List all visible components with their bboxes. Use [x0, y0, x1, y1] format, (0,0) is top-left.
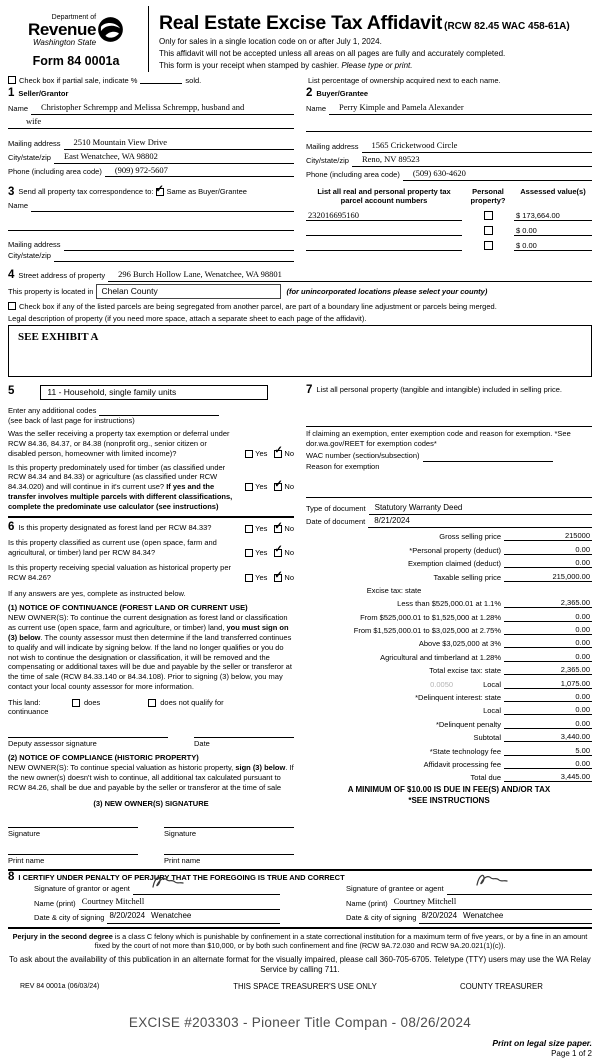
- personal-property-col-header: Personal property?: [470, 186, 506, 205]
- grantee-signature-field[interactable]: [447, 886, 592, 895]
- page-title: Real Estate Excise Tax Affidavit: [159, 12, 443, 34]
- grantee-signature-icon: [474, 872, 510, 892]
- notice-continuance-body: NEW OWNER(S): To continue the current designation as forest land or classification as current use (open space, farm and agriculture, or timber) land,: [8, 612, 288, 632]
- grantor-signature-label: Signature of grantor or agent: [34, 884, 130, 894]
- buyer-city-label: City/state/zip: [306, 155, 349, 165]
- minimum-due-note: A MINIMUM OF $10.00 IS DUE IN FEE(S) AND/OR TAX: [347, 785, 551, 795]
- grantee-name-print-label: Name (print): [346, 898, 388, 908]
- partial-sold-label: sold.: [185, 75, 202, 85]
- print-legal-note: Print on legal size paper.: [492, 1038, 592, 1049]
- header-note-2: This affidavit will not be accepted unless all areas on all pages are fully and accurately completed.: [159, 49, 506, 59]
- corr-city-label: City/state/zip: [8, 250, 51, 260]
- grantee-date-value: 8/20/2024: [421, 910, 458, 920]
- tier3-label: From $1,525,000.01 to $3,025,000 at 2.75%: [353, 626, 501, 636]
- new-owner-print-field-2[interactable]: [164, 845, 294, 855]
- sec1-title: Seller/Grantor: [18, 88, 69, 98]
- corr-name-label: Name: [8, 201, 29, 211]
- sec6-q2-no-checkbox[interactable]: ✓: [274, 544, 283, 556]
- sec6-q3-yes-checkbox[interactable]: [245, 574, 253, 582]
- sec8-number: 8: [8, 870, 15, 883]
- additional-codes-note: (see back of last page for instructions): [8, 416, 135, 426]
- form-header: [8, 6, 592, 72]
- grantee-city-value: Wenatchee: [463, 910, 504, 920]
- sec5-q2-bold-text: If yes and the transfer involves multiple parcels with different classifications, complete the predominate use calculator (see instructions): [8, 482, 233, 511]
- grantee-date-city-label: Date & city of signing: [346, 912, 417, 922]
- logo-state-text: Washington State: [33, 38, 97, 47]
- sec5-q2-no-checkbox[interactable]: ✓: [274, 478, 283, 490]
- corr-mailing-field[interactable]: [64, 242, 294, 251]
- parcel-number-field-3[interactable]: [306, 240, 462, 251]
- sec6-q3-no-checkbox[interactable]: ✓: [274, 569, 283, 581]
- grantor-name-print-label: Name (print): [34, 898, 76, 908]
- tier4-field[interactable]: 0.00: [504, 638, 592, 648]
- reet-affidavit-form: Department of Revenue Washington State Form 84 0001a Real Estate Excise Tax Affidavit (RCW 82.45 WAC 458-61A) Only for sales in a single location code on or after July 1, 2024. This affidavit will not be accepted unless all areas on all pages are fully and accurately completed. This form is your receipt when stamped by cashier. Please type or print. Check box if partial sale, indicate % sold. List percentage of ownership acquired next to each name. 1 Seller/Grantor Name Christopher Schrempp and Melissa Schrempp, husband and wife Mailing address 2510 Mountain View Drive City/state/zip East Wenatchee, WA 98802 Phone (including area code) (909) 972-5607 2 Buyer/Grantee Name Perry Kimple and Pamela Alexander Mailing address 1565 Cricketwood Circle City/state/zip Reno, NV 89523 Phone (including area code) (509) 630-4620 3 Send all property tax correspondence to: ✓ Same as Buyer/Grantee Name Mailing address City/state/zip List all real and personal property tax parcel account numbers Personal property? Assessed value(s) 232016695160 $ 173,664.00 $ 0.00 $ 0.00 4 Street address of property 296 Burch Hollow Lane, Wenatchee, WA 98801 This property is located in Chelan County (for unincorporated locations please select your county) Check box if any of the listed parcels are being segregated from another parcel, are part of a boundary line adjustment or parcels being merged. Legal description of property (if you need more space, attach a separate sheet to each page of the affidavit). SEE EXHIBIT A 5 11 - Household, single family units Enter any additional codes (see back of last page for instructions) Was the seller receiving a property tax exemption or deferral under RCW 84.36, 84.37, or 84.38 (nonprofit org., senior citizen or disabled person, homeowner with limited income)? Yes ✓ No Is this property predominately used for timber (as classified under RCW 84.34 and 84.33) or agriculture (as classified under RCW 84.34.020) and will continue in it's current use? If yes and the transfer involves multiple parcels with different classifications, complete the predominate use calculator (see instructions) Yes ✓ No 6 Is this property designated as forest land per RCW 84.33? Yes ✓ No Is this property classified as current use (open space, farm and agricultural, or timber) land per RCW 84.34? Yes ✓ No Is this property receiving special valuation as historical property per RCW 84.26? Yes ✓ No If any answers are yes, complete as instructed below. (1) NOTICE OF CONTINUANCE (FOREST LAND OR CURRENT USE) NEW OWNER(S): To continue the current designation as forest land or classification as current use (open space, farm and agriculture, or timber) land, you must sign on (3) below. The county assessor must then determine if the land transferred continues to qualify and will indicate by signing below. If the land no longer qualifies or you do not wish to continue the designation or classification, it will be removed and the compensating or additional taxes will be due and payable by the seller or transferor at the time of sale (RCW 84.33.140 or 84.34.108). Prior to signing (3) below, you may contact your local county assessor for more information. This land: does does not qualify for continuance Deputy assessor signature Date (2) NOTICE OF COMPLIANCE (HISTORIC PROPERTY) NEW OWNER(S): To continue special valuation as historic property, sign (3) below. If the new owner(s) doesn't wish to continue, all additional tax calculated pursuant to RCW 84.26, shall be due and payable by the seller or transferor at the time of sale (3) NEW OWNER(S) SIGNATURE Signature Signature Print name Print name 7 List all personal property (tangible and intangible) included in selling price. If claiming an exemption, enter exemption code and reason for exemption. *See dor.wa.gov/REET for exemption codes* WAC number (section/subsection) Reason for exemption Type of document Statutory Warranty Deed Date of document 8/21/2024 Gross selling price 215000 *Personal property (deduct) 0.00 Exemption claimed (deduct) 0.00 Taxable selling price 215,000.00 Excise tax: state Less than $525,000.01 at 1.1% 2,365.00 From $525,000.01 to $1,525,000 at 1.28% 0.00 From $1,525,000.01 to $3,025,000 at 2.75% 0.00 Above $3,025,000 at 3% 0.00 Agricultural and timberland at 1.28% 0.00 Total excise tax: state 2,365.00 0.0050 Local 1,075.00 *Delinquent interest: state 0.00 Local 0.00 *Delinquent penalty 0.00 Subtotal 3,440.00 *State technology fee 5.00 Affidavit processing fee 0.00 Total due 3,445.00 A MINIMUM OF $10.00 IS DUE IN FEE(S) AND/OR TAX *SEE INSTRUCTIONS 8 I CERTIFY UNDER PENALTY OF PERJURY THAT THE FOREGOING IS TRUE AND CORRECT Signature of grantor or agent Name (print) Courtney Mitchell Date & city of signing 8/20/2024 Wenatchee Signature of grantee or agent Name (print) Courtney Mitchell Date & city of signing 8/20/2024 Wenatchee Perjury in the second degree is a class C felony which is punishable by confinement in a state correctional institution for a maximum term of five years, or by a fine in an amount fixed by the court of not more than $10,000, or by both such confinement and fine (RCW 9A.72.030 and RCW 9A.20.021(1)(c)). To ask about the availability of this publication in an alternate format for the visually impaired, please call 360-705-6705. Teletype (TTY) users may use the WA Relay Service by calling 711. REV 84 0001a (06/03/24) THIS SPACE TREASURER'S USE ONLY COUNTY TREASURER EXCISE #203303 - Pioneer Title Compan - 08/26/2024 Print on legal size paper. Page 1 of 2: [0, 0, 600, 988]
- partial-percent-input[interactable]: [140, 76, 182, 84]
- grantor-city-value: Wenatchee: [151, 910, 192, 920]
- additional-codes-field[interactable]: [99, 407, 219, 416]
- land-use-code-value: 11 - Household, single family units: [47, 387, 177, 398]
- assessed-value-field-2[interactable]: [514, 226, 592, 236]
- land-does-checkbox[interactable]: [72, 699, 80, 707]
- exemption-note: If claiming an exemption, enter exemption code and reason for exemption. *See dor.wa.gov/REET for exemption codes*: [306, 426, 592, 449]
- tier3-field[interactable]: 0.00: [504, 625, 592, 635]
- seller-name-label: Name: [8, 104, 29, 114]
- ownership-note: List percentage of ownership acquired next to each name.: [308, 75, 501, 85]
- notice-compliance-body: NEW OWNER(S): To continue special valuation as historic property,: [8, 763, 236, 773]
- personal-property-list-field[interactable]: [306, 396, 592, 426]
- same-as-buyer-label: Same as Buyer/Grantee: [166, 186, 247, 196]
- legal-description-label: Legal description of property (if you need more space, attach a separate sheet to each page of the affidavit).: [8, 313, 367, 323]
- partial-sale-checkbox[interactable]: [8, 76, 16, 84]
- sec7-intro: List all personal property (tangible and intangible) included in selling price.: [316, 384, 562, 394]
- sec6-q1-no-checkbox[interactable]: ✓: [274, 520, 283, 532]
- this-land-label: This land:: [8, 698, 41, 708]
- new-owners-signature-title: (3) NEW OWNER(S) SIGNATURE: [93, 798, 209, 808]
- parcel-number-field-2[interactable]: [306, 225, 462, 236]
- assessed-value-field-3[interactable]: [514, 241, 592, 251]
- land-use-code-select[interactable]: [40, 385, 268, 400]
- total-due-label: Total due: [470, 773, 501, 783]
- title-rcw: (RCW 82.45 WAC 458-61A): [444, 21, 570, 32]
- seller-name-value: Christopher Schrempp and Melissa Schrempp, husband and: [41, 102, 245, 113]
- assessed-value-1: $ 173,664.00: [516, 211, 560, 221]
- subtotal-field[interactable]: 3,440.00: [504, 732, 592, 742]
- personal-property-deduct-label: *Personal property (deduct): [409, 545, 501, 555]
- sec5-q1-yes-checkbox[interactable]: [245, 450, 253, 458]
- sec5-q2-text: Is this property predominately used for timber (as classified under RCW 84.34 and 84.33) or agriculture (as classified under RCW 84.34.020) and will continue in it's current use?: [8, 462, 226, 492]
- sec5-q2-yes-checkbox[interactable]: [245, 483, 253, 491]
- parcel-number-value-3: [306, 240, 316, 250]
- notice-compliance-title: (2) NOTICE OF COMPLIANCE (HISTORIC PROPERTY): [8, 753, 199, 763]
- delinquent-interest-local-field[interactable]: 0.00: [504, 705, 592, 715]
- sec5-q1-text: Was the seller receiving a property tax exemption or deferral under RCW 84.36, 84.37, or 84.38 (nonprofit org., senior citizen or disabled person, homeowner with limited income)?: [8, 429, 230, 458]
- type-of-document-field[interactable]: [369, 502, 592, 515]
- assessed-value-3: $ 0.00: [516, 241, 537, 251]
- sec2-title: Buyer/Grantee: [316, 88, 369, 98]
- tier1-field[interactable]: 2,365.00: [504, 598, 592, 608]
- same-as-buyer-checkbox[interactable]: ✓: [155, 183, 164, 195]
- assessed-value-2: $ 0.00: [516, 226, 537, 236]
- page-number: Page 1 of 2: [551, 1049, 592, 1058]
- taxable-selling-price-field[interactable]: 215,000.00: [504, 572, 592, 582]
- land-does-label: does: [84, 698, 101, 708]
- header-note-3: This form is your receipt when stamped by cashier.: [159, 61, 340, 71]
- additional-codes-label: Enter any additional codes: [8, 405, 97, 415]
- grantor-name-print-field[interactable]: [79, 895, 280, 910]
- partial-sale-label: Check box if partial sale, indicate %: [19, 75, 138, 85]
- assessed-value-col-header: Assessed value(s): [520, 186, 586, 196]
- wac-number-label: WAC number (section/subsection): [306, 451, 420, 461]
- buyer-phone-label: Phone (including area code): [306, 169, 400, 179]
- sec6-note: If any answers are yes, complete as instructed below.: [8, 588, 186, 598]
- new-owner-signature-label-2: Signature: [164, 828, 197, 838]
- land-does-not-checkbox[interactable]: [148, 699, 156, 707]
- deputy-assessor-signature-field[interactable]: [8, 728, 168, 738]
- personal-property-checkbox-3[interactable]: [484, 241, 493, 250]
- subtotal-label: Subtotal: [473, 733, 501, 743]
- seller-name-field-2[interactable]: [8, 115, 294, 129]
- sec5-number: 5: [8, 385, 15, 398]
- continuance-label: continuance: [8, 707, 49, 717]
- sec6-q2-text: Is this property classified as current use (open space, farm and agricultural, or timber) land per RCW 84.34?: [8, 537, 217, 557]
- buyer-city-value: Reno, NV 89523: [361, 153, 420, 164]
- buyer-phone-value: (509) 630-4620: [412, 167, 466, 178]
- new-owner-signature-field-2[interactable]: [164, 818, 294, 828]
- new-owner-print-field-1[interactable]: [8, 845, 138, 855]
- sec5-q1-no-checkbox[interactable]: ✓: [274, 445, 283, 457]
- grantor-name-print-value: Courtney Mitchell: [81, 896, 145, 907]
- wac-number-field[interactable]: [423, 453, 553, 462]
- tier2-label: From $525,000.01 to $1,525,000 at 1.28%: [360, 612, 501, 622]
- seller-name-value-2: wife: [26, 115, 42, 126]
- street-address-field[interactable]: [108, 268, 592, 282]
- personal-property-deduct-field[interactable]: 0.00: [504, 545, 592, 555]
- parcel-number-field[interactable]: [306, 210, 462, 221]
- taxable-selling-price-label: Taxable selling price: [433, 572, 501, 582]
- county-treasurer-label: COUNTY TREASURER: [460, 982, 543, 992]
- title-block: [148, 6, 570, 72]
- header-note-1: Only for sales in a single location code on or after July 1, 2024.: [159, 37, 382, 46]
- tier2-field[interactable]: 0.00: [504, 612, 592, 622]
- type-of-document-value: Statutory Warranty Deed: [374, 503, 463, 513]
- sec4-number: 4: [8, 269, 15, 282]
- seller-phone-value: (909) 972-5607: [114, 164, 168, 175]
- total-excise-state-field[interactable]: 2,365.00: [504, 665, 592, 675]
- legal-description-value: SEE EXHIBIT A: [18, 330, 99, 343]
- parcel-row: [306, 206, 592, 221]
- seller-mailing-field[interactable]: [64, 136, 294, 150]
- sec6-q1-text: Is this property designated as forest land per RCW 84.33?: [18, 523, 212, 533]
- county-note: (for unincorporated locations please select your county): [286, 286, 488, 296]
- deputy-date-label: Date: [194, 739, 210, 749]
- new-owner-print-label-2: Print name: [164, 855, 201, 865]
- exemption-claimed-label: Exemption claimed (deduct): [408, 559, 501, 569]
- assessed-value-field[interactable]: [514, 211, 592, 221]
- buyer-mailing-field[interactable]: [362, 139, 592, 153]
- excise-tax-state-heading: Excise tax: state: [366, 585, 422, 595]
- segregated-checkbox[interactable]: [8, 302, 16, 310]
- total-due-field[interactable]: 3,445.00: [504, 772, 592, 782]
- delinquent-penalty-field[interactable]: 0.00: [504, 719, 592, 729]
- total-excise-state-label: Total excise tax: state: [429, 666, 501, 676]
- form-number: Form 84 0001a: [32, 54, 120, 68]
- sec3-number: 3: [8, 185, 15, 198]
- county-value: Chelan County: [101, 286, 158, 297]
- alternate-format-note: To ask about the availability of this publication in an alternate format for the visually impaired, please call 360-705-6705. Teletype (TTY) users may use the WA Relay Service by calling 711.: [9, 954, 591, 974]
- segregated-label: Check box if any of the listed parcels are being segregated from another parcel, are part of a boundary line adjustment or parcels being merged.: [19, 301, 497, 311]
- grantor-date-city-field[interactable]: [107, 910, 280, 924]
- seller-phone-label: Phone (including area code): [8, 166, 102, 176]
- buyer-mailing-value: 1565 Cricketwood Circle: [371, 139, 458, 150]
- delinquent-interest-state-field[interactable]: 0.00: [504, 692, 592, 702]
- sec7-number: 7: [306, 383, 313, 396]
- delinquent-interest-state-label: *Delinquent interest: state: [415, 693, 501, 703]
- sec1-number: 1: [8, 86, 15, 99]
- treasurer-use-label: THIS SPACE TREASURER'S USE ONLY: [233, 982, 377, 992]
- notice-continuance-title: (1) NOTICE OF CONTINUANCE (FOREST LAND OR CURRENT USE): [8, 602, 248, 612]
- excise-stamp: EXCISE #203303 - Pioneer Title Compan - 08/26/2024: [128, 1015, 472, 1031]
- parcel-number-value: 232016695160: [308, 210, 359, 221]
- parcel-number-value-2: [306, 225, 316, 235]
- header-note-3b: Please type or print.: [341, 61, 413, 71]
- local-tax-field[interactable]: 1,075.00: [504, 679, 592, 689]
- corr-name-field-2[interactable]: [8, 222, 294, 231]
- affidavit-processing-fee-label: Affidavit processing fee: [423, 759, 501, 769]
- seller-mailing-value: 2510 Mountain View Drive: [73, 136, 168, 147]
- seller-phone-field[interactable]: [105, 164, 294, 178]
- street-address-value: 296 Burch Hollow Lane, Wenatchee, WA 98801: [118, 268, 282, 279]
- dor-swirl-icon: [97, 16, 124, 45]
- agricultural-timberland-label: Agricultural and timberland at 1.28%: [380, 652, 501, 662]
- logo-dept-text: Department of: [51, 14, 97, 21]
- deputy-date-field[interactable]: [194, 728, 294, 738]
- seller-city-label: City/state/zip: [8, 152, 51, 162]
- located-in-label: This property is located in: [8, 286, 94, 296]
- sec2-number: 2: [306, 86, 313, 99]
- sec3-intro: Send all property tax correspondence to:: [18, 186, 154, 196]
- parcel-col-header: List all real and personal property tax parcel account numbers: [317, 186, 451, 205]
- perjury-note: is a class C felony which is punishable by confinement in a state correctional institution for a maximum term of five years, or by a fine in an amount fixed by the court of not more than $10,000, or by both such confinement and fine (RCW 9A.72.030 and RCW 9A.20.021(1)(c)).: [94, 931, 588, 951]
- perjury-note-bold: Perjury in the second degree: [12, 931, 113, 941]
- delinquent-interest-local-label: Local: [483, 706, 501, 716]
- exemption-claimed-field[interactable]: 0.00: [504, 558, 592, 568]
- tier4-label: Above $3,025,000 at 3%: [418, 639, 501, 649]
- date-of-document-label: Date of document: [306, 517, 366, 527]
- sec6-number: 6: [8, 521, 15, 534]
- tier1-label: Less than $525,000.01 at 1.1%: [397, 599, 501, 609]
- grantor-date-value: 8/20/2024: [109, 910, 146, 920]
- parcel-row: [306, 236, 592, 251]
- seller-city-field[interactable]: [54, 150, 294, 164]
- buyer-name-field[interactable]: [329, 101, 592, 115]
- agricultural-timberland-field[interactable]: 0.00: [504, 652, 592, 662]
- reason-exemption-field[interactable]: [306, 471, 592, 497]
- corr-mailing-label: Mailing address: [8, 239, 61, 249]
- county-select[interactable]: [96, 284, 281, 299]
- grantee-date-city-field[interactable]: [419, 910, 592, 924]
- type-of-document-label: Type of document: [306, 504, 366, 514]
- corr-name-field[interactable]: [31, 203, 294, 212]
- affidavit-processing-fee-field[interactable]: 0.00: [504, 759, 592, 769]
- buyer-mailing-label: Mailing address: [306, 141, 359, 151]
- personal-property-checkbox-1[interactable]: [484, 211, 493, 220]
- land-does-not-label: does not qualify for: [160, 698, 224, 708]
- legal-description-field[interactable]: [8, 325, 592, 377]
- buyer-phone-field[interactable]: [403, 167, 592, 181]
- state-technology-fee-label: *State technology fee: [429, 746, 501, 756]
- local-tax-label: Local: [483, 679, 501, 689]
- state-technology-fee-field[interactable]: 5.00: [504, 746, 592, 756]
- seller-city-value: East Wenatchee, WA 98802: [63, 150, 158, 161]
- sec6-q3-text: Is this property receiving special valuation as historical property per RCW 84.26?: [8, 563, 232, 583]
- personal-property-checkbox-2[interactable]: [484, 226, 493, 235]
- new-owner-signature-label-1: Signature: [8, 828, 41, 838]
- grantee-signature-label: Signature of grantee or agent: [346, 884, 444, 894]
- sec6-q2-yes-checkbox[interactable]: [245, 549, 253, 557]
- logo-revenue-text: Revenue: [27, 20, 97, 39]
- street-address-label: Street address of property: [18, 270, 106, 280]
- gross-selling-price-field[interactable]: 215000: [504, 531, 592, 541]
- sec6-q1-yes-checkbox[interactable]: [245, 525, 253, 533]
- date-of-document-field[interactable]: [368, 515, 592, 528]
- parcel-row: [306, 221, 592, 236]
- seller-mailing-label: Mailing address: [8, 138, 61, 148]
- new-owner-signature-field-1[interactable]: [8, 818, 138, 828]
- grantee-name-print-field[interactable]: [391, 895, 592, 910]
- date-of-document-value: 8/21/2024: [374, 516, 410, 526]
- new-owner-print-label-1: Print name: [8, 855, 45, 865]
- local-rate-value: 0.0050: [430, 679, 454, 689]
- deputy-assessor-signature-label: Deputy assessor signature: [8, 739, 97, 749]
- grantee-name-print-value: Courtney Mitchell: [393, 896, 457, 907]
- reason-exemption-label: Reason for exemption: [306, 462, 380, 472]
- see-instructions-note: *SEE INSTRUCTIONS: [408, 795, 490, 805]
- gross-selling-price-label: Gross selling price: [439, 532, 501, 542]
- buyer-name-label: Name: [306, 104, 327, 114]
- buyer-name-field-2[interactable]: [306, 123, 592, 132]
- certify-statement: I CERTIFY UNDER PENALTY OF PERJURY THAT THE FOREGOING IS TRUE AND CORRECT: [18, 872, 345, 882]
- dor-logo: [8, 6, 144, 72]
- seller-name-field[interactable]: [31, 101, 294, 115]
- grantor-date-city-label: Date & city of signing: [34, 912, 105, 922]
- corr-city-field[interactable]: [54, 253, 294, 262]
- buyer-name-value: Perry Kimple and Pamela Alexander: [339, 102, 464, 113]
- buyer-city-field[interactable]: [352, 153, 592, 167]
- rev-form-id: REV 84 0001a (06/03/24): [20, 983, 100, 991]
- grantor-signature-icon: [150, 874, 186, 894]
- delinquent-penalty-label: *Delinquent penalty: [435, 719, 501, 729]
